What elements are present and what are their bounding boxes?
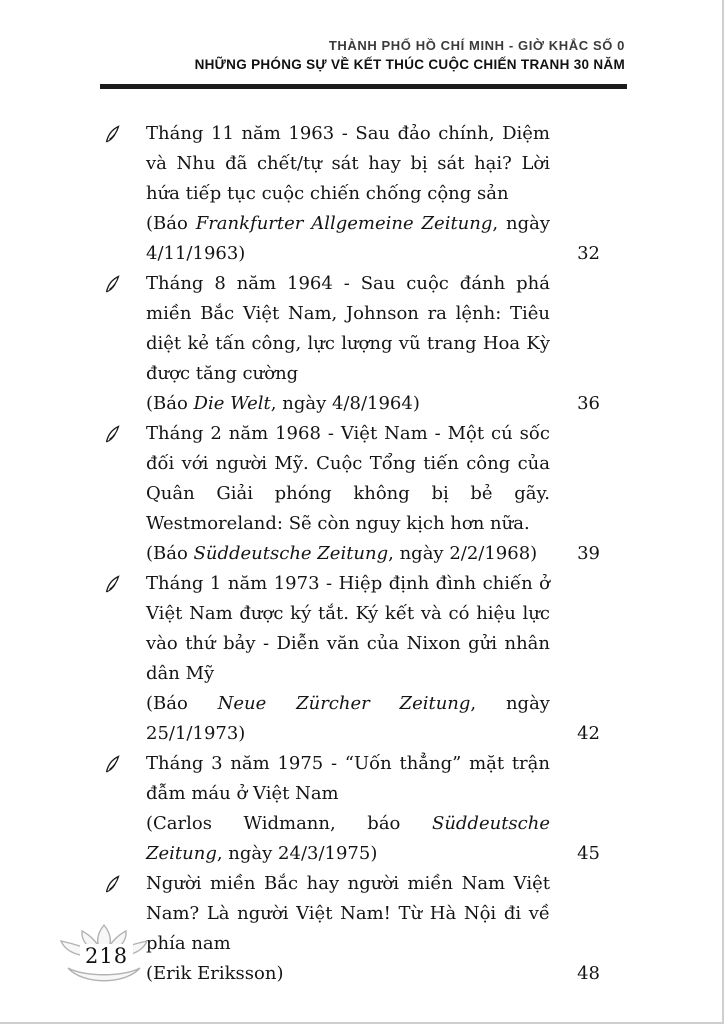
entry-source-newspaper: Süddeutsche Zeitung	[193, 543, 389, 564]
pen-ornament-icon	[104, 749, 146, 869]
running-head	[100, 38, 625, 72]
toc-entry	[104, 569, 600, 749]
entry-source-prefix: (Báo	[146, 393, 194, 414]
pen-ornament-icon	[104, 269, 146, 419]
entry-source-newspaper: Neue Zürcher Zeitung	[217, 693, 471, 714]
entry-source	[146, 689, 550, 749]
entry-title: Tháng 8 năm 1964 - Sau cuộc đánh phá miền Bắc Việt Nam, Johnson ra lệnh: Tiêu diệt kẻ tấn công, lực lượng vũ trang Hoa Kỳ được tăng cường	[146, 273, 550, 384]
entry-source-suffix: , ngày 24/3/1975)	[216, 843, 378, 864]
entry-text	[146, 419, 550, 569]
entry-source-prefix: (Báo	[146, 213, 196, 234]
pen-ornament-icon	[104, 569, 146, 749]
entry-page-number: 32	[577, 243, 600, 264]
entry-source	[146, 389, 550, 419]
entry-source-prefix: (Erik Eriksson)	[146, 963, 284, 984]
entry-source	[146, 959, 550, 989]
entry-source-prefix: (Carlos Widmann, báo	[146, 813, 432, 834]
entry-source-newspaper: Frankfurter Allgemeine Zeitung	[195, 213, 493, 234]
page-footer	[46, 922, 166, 994]
entry-source-suffix: , ngày 4/11/1963)	[146, 213, 550, 264]
entry-title: Tháng 2 năm 1968 - Việt Nam - Một cú sốc đối với người Mỹ. Cuộc Tổng tiến công của Quân Giải phóng không bị bẻ gãy. Westmoreland: Sẽ còn nguy kịch hơn nữa.	[146, 423, 550, 534]
toc-entry	[104, 749, 600, 869]
entry-title: Tháng 11 năm 1963 - Sau đảo chính, Diệm và Nhu đã chết/tự sát hay bị sát hại? Lời hứa tiếp tục cuộc chiến chống cộng sản	[146, 123, 550, 204]
book-title: THÀNH PHỐ HỒ CHÍ MINH - GIỜ KHẮC SỐ 0	[328, 38, 625, 53]
book-subtitle: NHỮNG PHÓNG SỰ VỀ KẾT THÚC CUỘC CHIẾN TRANH 30 NĂM	[194, 57, 625, 72]
pen-ornament-icon	[104, 119, 146, 269]
pen-ornament-icon	[104, 419, 146, 569]
entry-source-newspaper: Süddeutsche Zeitung	[146, 813, 550, 864]
entry-page-number: 42	[577, 723, 600, 744]
entry-text	[146, 569, 550, 749]
entry-source-newspaper: Die Welt	[193, 393, 271, 414]
entry-page-number: 48	[577, 963, 600, 984]
toc-entry	[104, 419, 600, 569]
entry-source-suffix: , ngày 2/2/1968)	[388, 543, 538, 564]
entry-text	[146, 869, 550, 989]
entry-source-prefix: (Báo	[146, 543, 194, 564]
entry-source	[146, 809, 550, 869]
toc-list	[104, 119, 600, 989]
entry-text	[146, 749, 550, 869]
entry-source-suffix: , ngày 4/8/1964)	[270, 393, 420, 414]
entry-source	[146, 539, 550, 569]
entry-source-prefix: (Báo	[146, 693, 218, 714]
toc-entry	[104, 119, 600, 269]
entry-page-number: 39	[577, 543, 600, 564]
entry-source-suffix: , ngày 25/1/1973)	[146, 693, 550, 744]
entry-page-number: 45	[577, 843, 600, 864]
folio-page-number: 218	[80, 944, 133, 968]
toc-entry	[104, 269, 600, 419]
entry-text	[146, 269, 550, 419]
entry-title: Người miền Bắc hay người miền Nam Việt Nam? Là người Việt Nam! Từ Hà Nội đi về phía nam	[146, 873, 550, 954]
entry-text	[146, 119, 550, 269]
entry-page-number: 36	[577, 393, 600, 414]
entry-title: Tháng 1 năm 1973 - Hiệp định đình chiến ở Việt Nam được ký tắt. Ký kết và có hiệu lực vào thứ bảy - Diễn văn của Nixon gửi nhân dân Mỹ	[146, 573, 550, 684]
toc-entry	[104, 869, 600, 989]
header-divider-rule	[100, 84, 627, 89]
entry-source	[146, 209, 550, 269]
entry-title: Tháng 3 năm 1975 - “Uốn thẳng” mặt trận đẫm máu ở Việt Nam	[146, 753, 550, 804]
